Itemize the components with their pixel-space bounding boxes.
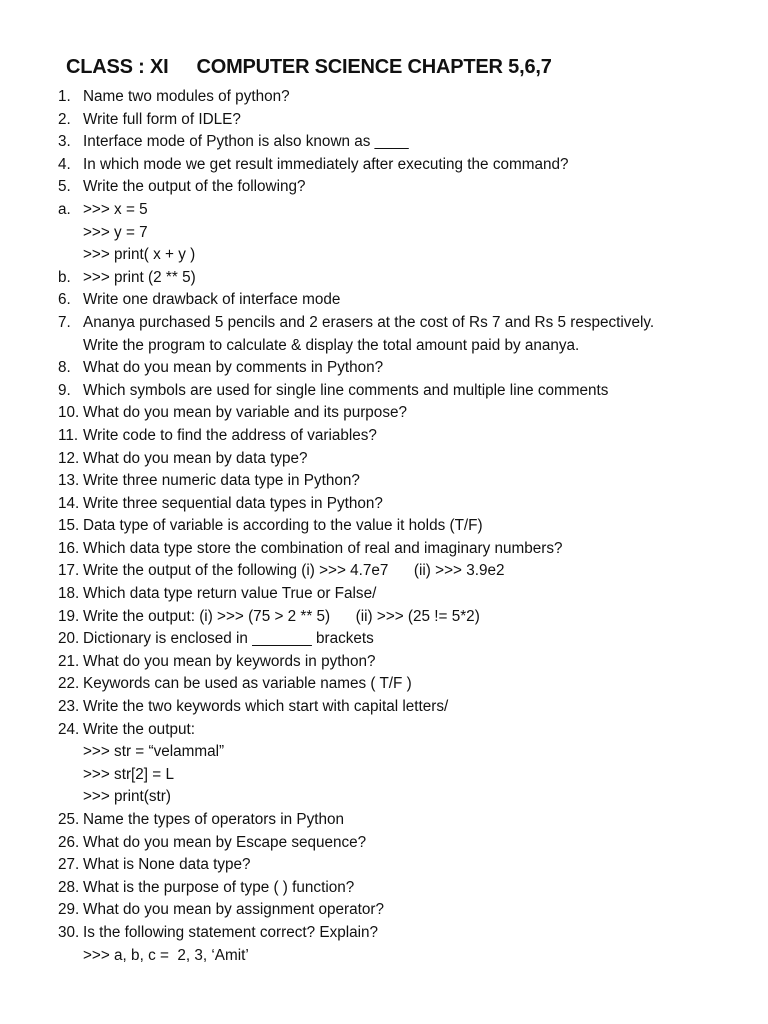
question-line [58,560,748,583]
question-line [58,945,748,968]
question-number: 13. [58,472,80,490]
question-line [58,515,748,538]
question-text: Ananya purchased 5 pencils and 2 erasers at the cost of Rs 7 and Rs 5 respectively. [83,313,655,331]
question-line [58,154,748,177]
question-line [58,832,748,855]
page-title [66,56,552,79]
class-label: CLASS : XI [66,56,169,78]
question-text: Write the output: (i) >>> (75 > 2 ** 5) (ii) >>> (25 != 5*2) [83,607,480,625]
question-text: Which data type store the combination of real and imaginary numbers? [83,539,563,557]
question-line [58,922,748,945]
question-text: Keywords can be used as variable names ( T/F ) [83,675,412,693]
question-number: 10. [58,404,80,422]
question-text: >>> x = 5 [83,200,148,218]
question-line [58,651,748,674]
question-text: What do you mean by assignment operator? [83,901,385,919]
question-text: Is the following statement correct? Explain? [83,923,379,941]
question-line [58,877,748,900]
question-line [58,176,748,199]
question-list [58,86,748,967]
subject-label: COMPUTER SCIENCE CHAPTER 5,6,7 [196,56,552,78]
question-text: >>> print (2 ** 5) [83,268,196,286]
question-text: Dictionary is enclosed in _______ brackets [83,630,374,648]
question-number: a. [58,200,71,218]
question-line [58,719,748,742]
question-text: Write the output of the following (i) >>> 4.7e7 (ii) >>> 3.9e2 [83,562,505,580]
question-line [58,222,748,245]
question-number [58,741,83,764]
question-line [58,86,748,109]
question-text: Write the two keywords which start with capital letters/ [83,698,449,716]
question-text: Write code to find the address of variables? [83,426,377,444]
question-line [58,448,748,471]
question-text: Write the program to calculate & display the total amount paid by ananya. [83,336,580,354]
question-line [58,493,748,516]
question-number [58,945,83,968]
question-number: 30. [58,923,80,941]
question-text: What do you mean by comments in Python? [83,359,384,377]
question-number: b. [58,268,71,286]
question-text: >>> print(str) [83,788,171,806]
question-line [58,764,748,787]
question-text: What do you mean by keywords in python? [83,652,376,670]
question-number: 29. [58,901,80,919]
question-number: 18. [58,585,80,603]
question-line [58,402,748,425]
question-number: 7. [58,313,71,331]
question-number [58,244,83,267]
question-number: 6. [58,291,71,309]
question-number: 1. [58,88,71,105]
question-number: 20. [58,630,80,648]
question-number: 25. [58,811,80,828]
question-text: Write the output: [83,720,195,738]
question-line [58,131,748,154]
question-text: Write one drawback of interface mode [83,291,341,309]
question-text: What do you mean by data type? [83,449,308,467]
question-text: What is None data type? [83,856,251,874]
question-line [58,673,748,696]
question-number [58,786,83,809]
question-line [58,267,748,290]
question-line [58,628,748,651]
question-text: Name two modules of python? [83,88,290,105]
question-line [58,899,748,922]
question-text: >>> str[2] = L [83,765,174,783]
question-number: 24. [58,720,80,738]
question-number: 19. [58,607,80,625]
question-number: 11. [58,426,79,444]
question-number: 5. [58,178,71,196]
question-number: 22. [58,675,80,693]
question-text: What do you mean by Escape sequence? [83,833,367,851]
question-number: 12. [58,449,80,467]
question-number [58,764,83,787]
question-number: 15. [58,517,80,535]
question-line [58,199,748,222]
question-number: 8. [58,359,71,377]
question-line [58,470,748,493]
question-line [58,380,748,403]
question-line [58,741,748,764]
question-number: 21. [58,652,80,670]
question-number: 9. [58,381,71,399]
question-line [58,289,748,312]
question-line [58,357,748,380]
question-line [58,425,748,448]
question-number: 3. [58,133,71,151]
question-number [58,335,83,358]
question-line [58,335,748,358]
question-text: What is the purpose of type ( ) function? [83,878,355,896]
question-number: 16. [58,539,80,557]
question-line [58,809,748,832]
question-text: Which symbols are used for single line comments and multiple line comments [83,381,609,399]
question-number: 26. [58,833,80,851]
question-text: >>> y = 7 [83,223,148,241]
question-line [58,583,748,606]
question-line [58,786,748,809]
question-text: What do you mean by variable and its purpose? [83,404,407,422]
question-text: In which mode we get result immediately after executing the command? [83,155,569,173]
question-line [58,854,748,877]
question-line [58,312,748,335]
question-line [58,538,748,561]
question-text: Which data type return value True or False/ [83,585,377,603]
question-line [58,606,748,629]
question-text: >>> a, b, c = 2, 3, ‘Amit’ [83,946,249,964]
question-text: Write the output of the following? [83,178,306,196]
question-number: 14. [58,494,80,512]
question-number: 17. [58,562,80,580]
question-number: 27. [58,856,80,874]
question-number: 23. [58,698,80,716]
question-number [58,222,83,245]
question-text: Data type of variable is according to the value it holds (T/F) [83,517,483,535]
question-text: Write full form of IDLE? [83,110,241,128]
question-line [58,696,748,719]
question-text: Interface mode of Python is also known as ____ [83,133,409,151]
question-number: 4. [58,155,71,173]
question-line [58,244,748,267]
question-text: Write three sequential data types in Python? [83,494,383,512]
question-text: >>> str = “velammal” [83,743,225,761]
question-text: Name the types of operators in Python [83,811,345,828]
question-number: 28. [58,878,80,896]
question-text: Write three numeric data type in Python? [83,472,360,490]
question-number: 2. [58,110,71,128]
question-line [58,109,748,132]
question-text: >>> print( x + y ) [83,246,196,264]
